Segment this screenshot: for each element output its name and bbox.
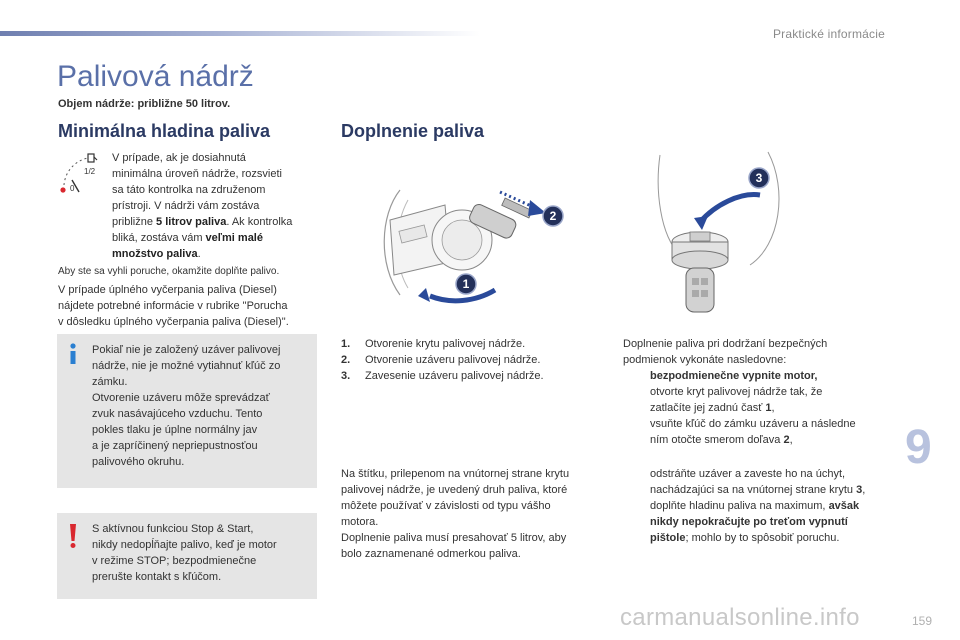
text-span: otvorte kryt palivovej nádrže tak, že [650,386,823,398]
text-span: vsuňte kľúč do zámku uzáveru a následne [650,418,856,430]
text-line: motora. [341,516,379,528]
text-line [112,246,327,262]
refuel-heading: Doplnenie paliva [341,121,485,141]
text-line: V prípade úplného vyčerpania paliva (Diesel) [58,284,277,296]
text-line: Doplnenie paliva musí presahovať 5 litrov, aby [341,532,567,544]
list-item [341,368,601,384]
step-text: Otvorenie uzáveru palivovej nádrže. [365,354,541,366]
text-span: , [789,434,793,446]
text-span: odstráňte uzáver a zaveste ho na úchyt, [650,468,846,480]
text-span: , [862,484,866,496]
text-line: V prípade, ak je dosiahnutá [112,152,246,164]
text-line: sa táto kontrolka na združenom [112,184,266,196]
list-item [623,368,898,384]
tank-capacity: Objem nádrže: približne 50 litrov. [58,98,231,110]
text-line: Na štítku, prilepenom na vnútornej strane krytu [341,468,570,480]
list-item [623,384,898,416]
callout-3-label: 3 [755,171,763,185]
text-line: Doplnenie paliva pri dodržaní bezpečných [623,338,828,350]
watermark: carmanualsonline.info [620,604,860,631]
text-line: podmienok vykonáte nasledovne: [623,354,787,366]
list-item [341,352,601,368]
refuel-bullets-bottom [623,466,898,546]
text-span: nachádzajúci sa na vnútornej strane krytu [650,484,854,496]
warning-icon [66,523,80,549]
text-span: . Ak kontrolka [226,216,293,228]
text-span: približne [112,216,153,228]
prevent-failure-note: Aby ste sa vyhli poruche, okamžite doplňte palivo. [58,266,280,277]
min-level-paragraph [112,150,327,262]
text-line: v dôsledku úplného vyčerpania paliva (Diesel)". [58,316,289,328]
bold-span: 1 [765,402,772,414]
page-number: 159 [912,614,933,628]
text-line: S aktívnou funkciou Stop & Start, [92,523,254,535]
text-line: palivového okruhu. [92,456,185,468]
text-line: a je zapríčinený nepriepustnosťou [92,440,258,452]
bold-span: 3 [856,484,863,496]
fuel-gauge-icon [58,150,108,198]
text-line: v režime STOP; bezpodmienečne [92,555,257,567]
bold-span: avšak [828,500,860,512]
text-line: Pokiaľ nie je založený uzáver palivovej [92,344,281,356]
text-span: . [197,248,201,260]
text-line: Otvorenie uzáveru môže sprevádzať [92,392,270,404]
step-text: Zavesenie uzáveru palivovej nádrže. [365,370,544,382]
text-line: nikdy nedopĺňajte palivo, keď je motor [92,539,277,551]
info-icon [66,343,80,365]
step-number: 3. [341,370,351,382]
text-line: minimálna úroveň nádrže, rozsvieti [112,168,282,180]
min-level-heading: Minimálna hladina paliva [58,121,271,141]
list-item [341,336,601,352]
text-line: bolo zaznamenané odmerkou paliva. [341,548,521,560]
text-span: bliká, zostáva vám [112,232,203,244]
callout-2-label: 2 [549,209,557,223]
diesel-note [58,282,328,330]
chapter-number: 9 [905,421,932,474]
header-accent-bar [0,31,480,36]
info-text [92,342,312,470]
bold-span: 5 litrov paliva [156,216,227,228]
step-text: Otvorenie krytu palivovej nádrže. [365,338,526,350]
step-number: 1. [341,338,351,350]
gauge-half-label: 1/2 [84,167,96,176]
text-line: nájdete potrebné informácie v rubrike "Porucha [58,300,288,312]
text-line [112,214,327,230]
text-line: pokles tlaku je úplne normálny jav [92,424,258,436]
page-title: Palivová nádrž [57,60,254,93]
list-item [623,498,898,546]
text-line: zámku. [92,376,128,388]
text-span: , [771,402,775,414]
text-line: prístroji. V nádrži vám zostáva [112,200,260,212]
list-item [623,416,898,448]
refuel-steps [341,336,601,384]
bold-span: pištole [650,532,686,544]
text-span: zatlačíte jej zadnú časť [650,402,763,414]
gauge-zero-label: 0 [70,184,75,193]
text-line: palivovej nádrže, je uvedený druh paliva, ktoré [341,484,568,496]
text-line: môžete používať v závislosti od typu vášho [341,500,551,512]
list-item [623,466,898,498]
text-line [112,230,327,246]
text-line: prerušte kontakt s kľúčom. [92,571,222,583]
text-span: doplňte hladinu paliva na maximum, [650,500,826,512]
bold-span: 2 [783,434,790,446]
callout-1-label: 1 [462,277,470,291]
warning-text [92,521,312,585]
section-header: Praktické informácie [772,27,885,41]
refuel-intro [623,336,893,368]
refuel-bullets-top [623,368,898,448]
text-span: ním otočte smerom doľava [650,434,781,446]
text-line: zvuk nasávajúceho vzduchu. Tento [92,408,263,420]
bold-span: nikdy nepokračujte po treťom vypnutí [650,516,848,528]
text-span: ; mohlo by to spôsobiť poruchu. [685,532,840,544]
step-number: 2. [341,354,351,366]
bold-span: bezpodmienečne vypnite motor, [650,370,818,382]
bold-span: množstvo paliva [112,248,198,260]
fuel-label-note [341,466,606,562]
text-line: nádrže, nie je možné vytiahnuť kľúč zo [92,360,281,372]
bold-span: veľmi malé [205,232,263,244]
